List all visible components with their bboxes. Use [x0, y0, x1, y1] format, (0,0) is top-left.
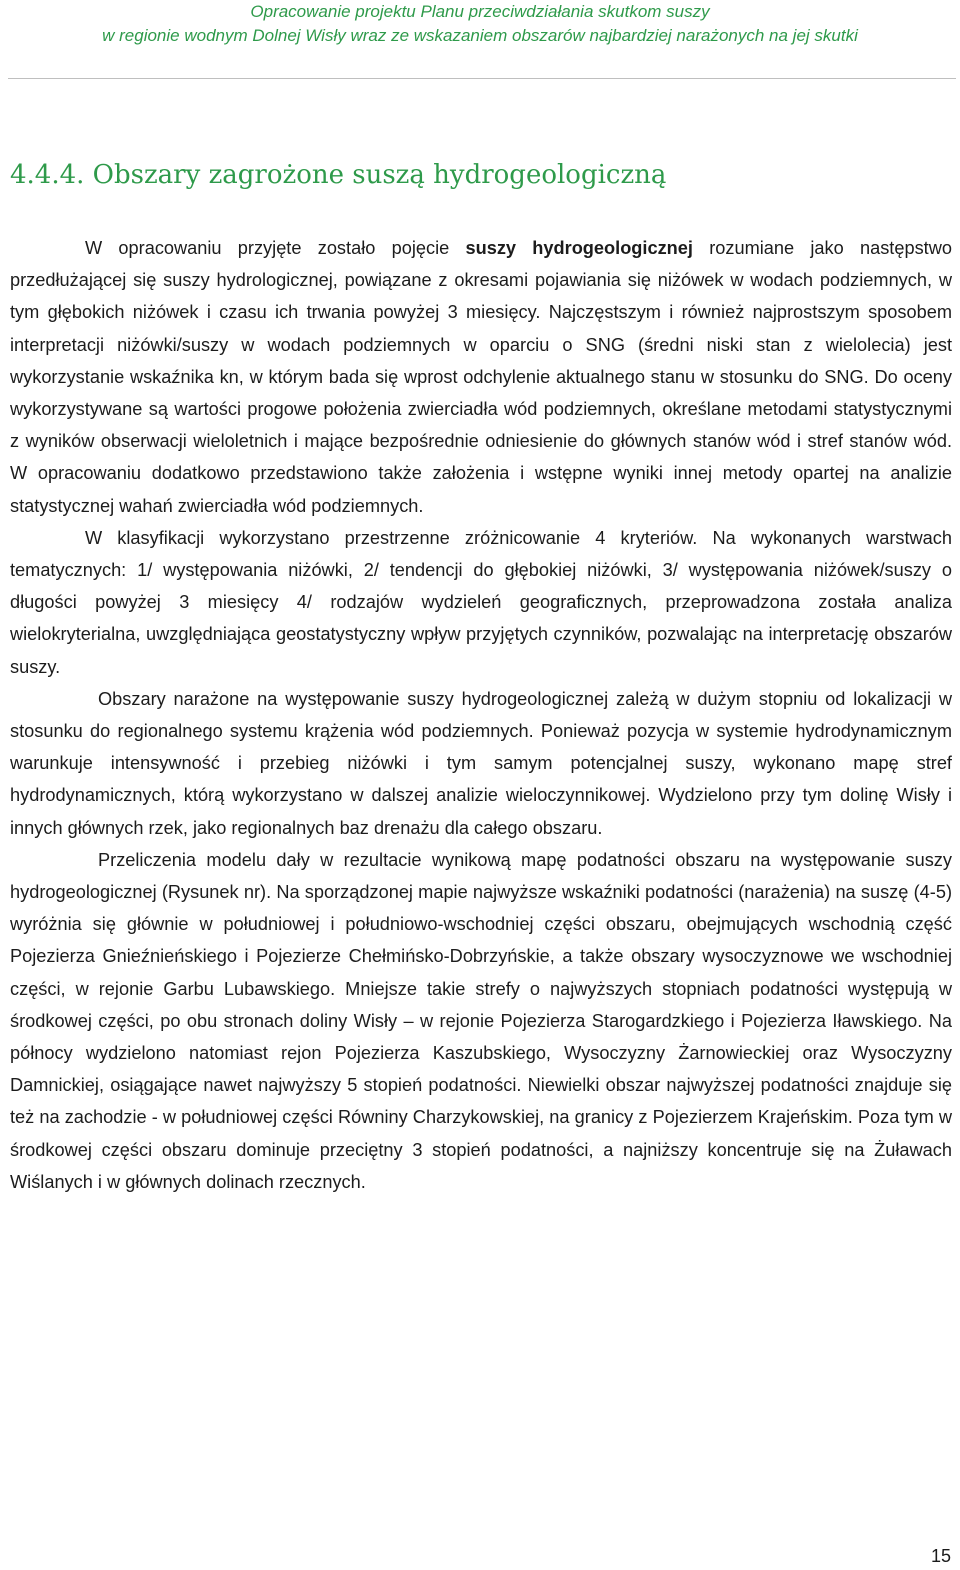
bold-term: suszy hydrogeologicznej: [465, 238, 693, 258]
header-title-line-1: Opracowanie projektu Planu przeciwdziałania skutkom suszy: [250, 2, 710, 21]
header-title-line-2: w regionie wodnym Dolnej Wisły wraz ze wskazaniem obszarów najbardziej narażonych na jej skutki: [102, 26, 858, 45]
paragraph-4: Przeliczenia modelu dały w rezultacie wynikową mapę podatności obszaru na występowanie suszy hydrogeologicznej (Rysunek nr). Na sporządzonej mapie najwyższe wskaźniki podatności (narażenia) na suszę (4-5) wyróżnia się głównie w południowej i południowo-wschodniej części obszaru, obejmujących wschodnią część Pojezierza Gnieźnieńskiego i Pojezierze Chełmińsko-Dobrzyńskie, a także obszary wysoczyznowe we wschodniej części, w rejonie Garbu Lubawskiego. Mniejsze takie strefy o najwyższych stopniach podatności występują w środkowej części, po obu stronach doliny Wisły – w rejonie Pojezierza Starogardzkiego i Pojezierza Iławskiego. Na północy wydzielono natomiast rejon Pojezierza Kaszubskiego, Wysoczyzny Żarnowieckiej oraz Wysoczyzny Damnickiej, osiągające nawet najwyższy 5 stopień podatności. Niewielki obszar najwyższej podatności znajduje się też na zachodzie - w południowej części Równiny Charzykowskiej, na granicy z Pojezierzem Krajeńskim. Poza tym w środkowej części obszaru dominuje przeciętny 3 stopień podatności, a najniższy koncentruje się na Żuławach Wiślanych i w głównych dolinach rzecznych.: [10, 849, 952, 1192]
section-heading: 4.4.4. Obszary zagrożone suszą hydrogeologiczną: [10, 160, 667, 190]
paragraph-1-rest: rozumiane jako następstwo przedłużającej się suszy hydrologicznej, powiązane z okresami pojawiania się niżówek w wodach podziemnych, w tym głębokich niżówek i czasu ich trwania powyżej 3 miesięcy. Najczęstszym i również najprostszym sposobem interpretacji niżówki/suszy w wodach podziemnych w oparciu o SNG (średni niski stan z wielolecia) jest wykorzystanie wskaźnika kn, w którym bada się wprost odchylenie aktualnego stanu w stosunku do SNG. Do oceny wykorzystywane są wartości progowe położenia zwierciadła wód podziemnych, określane metodami statystycznymi z wyników obserwacji wieloletnich i mające bezpośrednie odniesienie do głównych stanów wód i stref stanów wód. W opracowaniu dodatkowo przedstawiono także założenia i wstępne wyniki innej metody opartej na analizie statystycznej wahań zwierciadła wód podziemnych.: [10, 238, 952, 516]
paragraph-3: Obszary narażone na występowanie suszy hydrogeologicznej zależą w dużym stopniu od lokalizacji w stosunku do regionalnego systemu krążenia wód podziemnych. Ponieważ pozycja w systemie hydrodynamicznym warunkuje intensywność i przebieg niżówki i tym samym potencjalnej suszy, wykonano mapę stref hydrodynamicznych, którą wykorzystano w dalszej analizie wieloczynnikowej. Wydzielono przy tym dolinę Wisły i innych głównych rzek, jako regionalnych baz drenażu dla całego obszaru.: [10, 688, 952, 838]
paragraph-1-intro: W opracowaniu przyjęte zostało pojęcie: [85, 238, 466, 258]
page-number: 15: [930, 1546, 951, 1566]
document-body: [10, 232, 952, 1198]
paragraph-2: W klasyfikacji wykorzystano przestrzenne zróżnicowanie 4 kryteriów. Na wykonanych warstwach tematycznych: 1/ występowania niżówki, 2/ tendencji do głębokiej niżówki, 3/ występowania niżówek/suszy o długości powyżej 3 miesięcy 4/ rodzajów wydzieleń geograficznych, przeprowadzona została analiza wielokryterialna, uwzględniająca geostatystyczny wpływ przyjętych czynników, pozwalając na interpretację obszarów suszy.: [10, 527, 952, 677]
page-header: [0, 0, 960, 48]
header-divider: [8, 78, 956, 79]
paragraph-1: [10, 232, 952, 522]
